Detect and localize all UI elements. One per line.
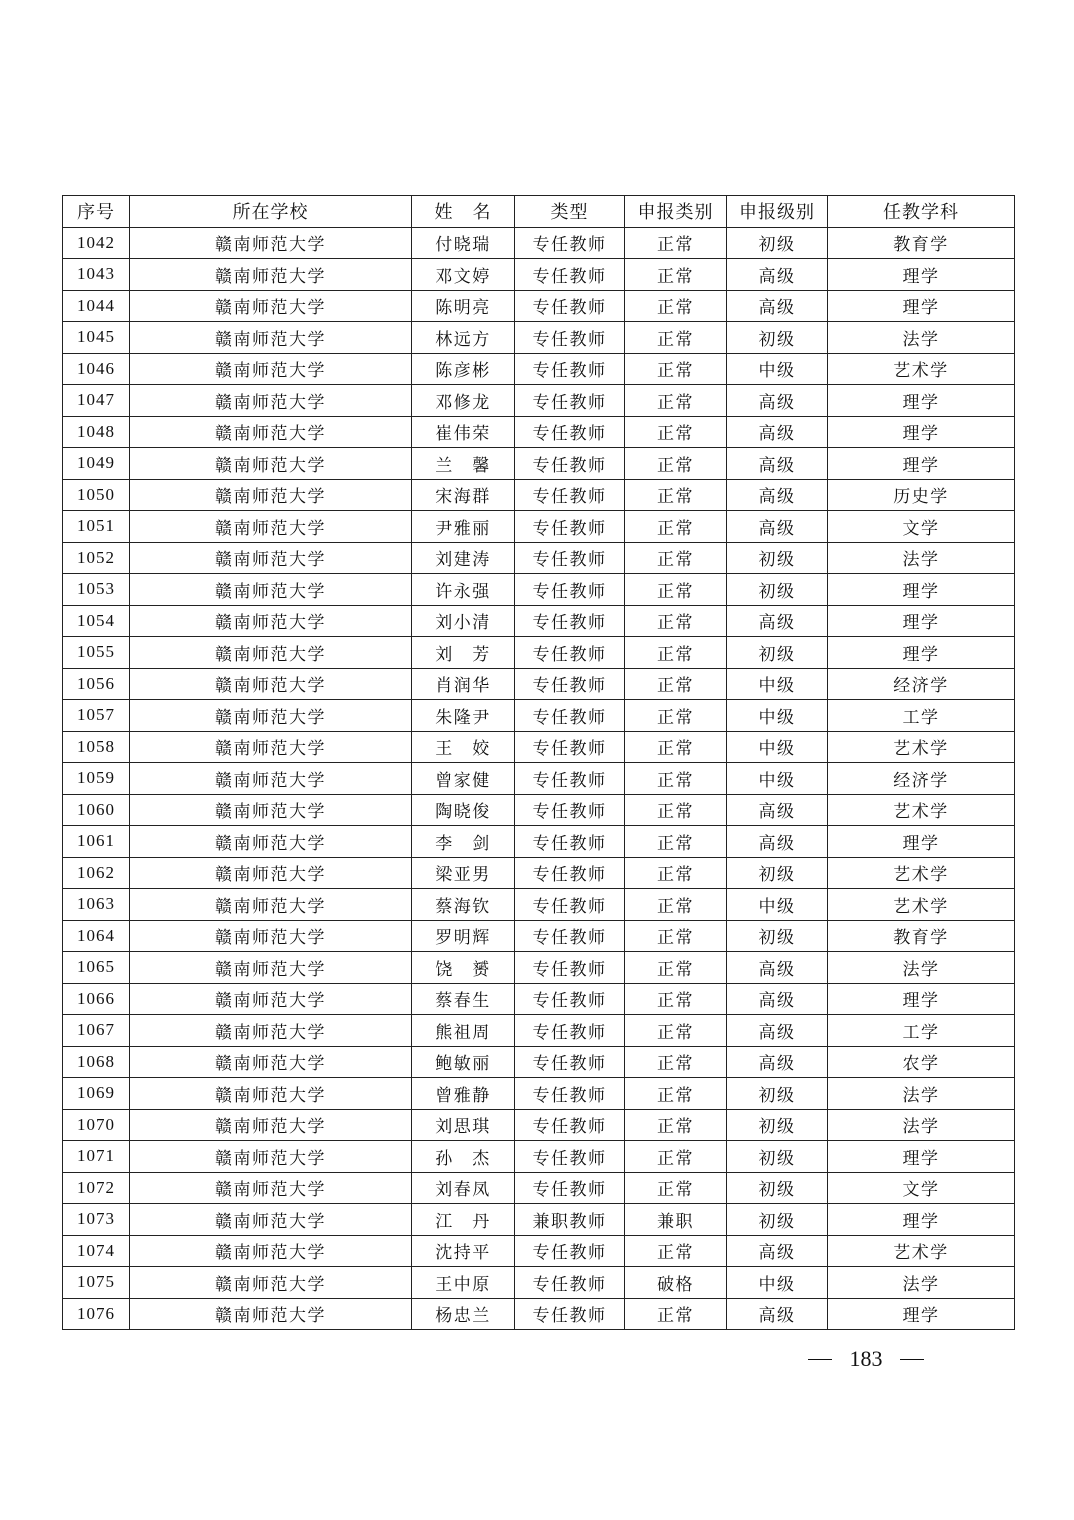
cell-application-category: 正常 bbox=[625, 574, 727, 606]
table-row bbox=[63, 763, 1015, 795]
cell-teaching-subject: 理学 bbox=[828, 1141, 1015, 1173]
cell-school: 赣南师范大学 bbox=[130, 794, 412, 826]
cell-name: 刘建涛 bbox=[412, 542, 515, 574]
cell-serial-number: 1045 bbox=[63, 322, 130, 354]
cell-school: 赣南师范大学 bbox=[130, 1298, 412, 1330]
table-row bbox=[63, 1015, 1015, 1047]
cell-application-category: 正常 bbox=[625, 353, 727, 385]
cell-school: 赣南师范大学 bbox=[130, 290, 412, 322]
cell-serial-number: 1065 bbox=[63, 952, 130, 984]
cell-teaching-subject: 法学 bbox=[828, 322, 1015, 354]
table-row bbox=[63, 479, 1015, 511]
cell-application-level: 高级 bbox=[727, 479, 828, 511]
cell-application-level: 高级 bbox=[727, 826, 828, 858]
cell-teaching-subject: 法学 bbox=[828, 1078, 1015, 1110]
table-row bbox=[63, 637, 1015, 669]
cell-type: 专任教师 bbox=[515, 700, 625, 732]
cell-application-level: 初级 bbox=[727, 1141, 828, 1173]
cell-teaching-subject: 法学 bbox=[828, 952, 1015, 984]
table-row bbox=[63, 542, 1015, 574]
cell-school: 赣南师范大学 bbox=[130, 1078, 412, 1110]
cell-application-category: 正常 bbox=[625, 511, 727, 543]
cell-name: 陈明亮 bbox=[412, 290, 515, 322]
cell-serial-number: 1054 bbox=[63, 605, 130, 637]
cell-application-level: 高级 bbox=[727, 1046, 828, 1078]
cell-serial-number: 1052 bbox=[63, 542, 130, 574]
table-row bbox=[63, 1267, 1015, 1299]
cell-name: 沈持平 bbox=[412, 1235, 515, 1267]
cell-school: 赣南师范大学 bbox=[130, 1109, 412, 1141]
cell-type: 专任教师 bbox=[515, 826, 625, 858]
cell-type: 专任教师 bbox=[515, 1267, 625, 1299]
page-number-footer bbox=[808, 1346, 924, 1372]
right-dash bbox=[900, 1359, 924, 1360]
cell-teaching-subject: 经济学 bbox=[828, 763, 1015, 795]
cell-serial-number: 1058 bbox=[63, 731, 130, 763]
cell-type: 专任教师 bbox=[515, 227, 625, 259]
cell-teaching-subject: 文学 bbox=[828, 511, 1015, 543]
cell-type: 专任教师 bbox=[515, 479, 625, 511]
cell-school: 赣南师范大学 bbox=[130, 322, 412, 354]
cell-teaching-subject: 理学 bbox=[828, 983, 1015, 1015]
cell-application-level: 初级 bbox=[727, 322, 828, 354]
cell-name: 刘春凤 bbox=[412, 1172, 515, 1204]
cell-application-level: 高级 bbox=[727, 290, 828, 322]
cell-teaching-subject: 艺术学 bbox=[828, 1235, 1015, 1267]
table-row bbox=[63, 889, 1015, 921]
cell-serial-number: 1046 bbox=[63, 353, 130, 385]
table-row bbox=[63, 731, 1015, 763]
cell-application-level: 高级 bbox=[727, 952, 828, 984]
cell-school: 赣南师范大学 bbox=[130, 574, 412, 606]
table-row bbox=[63, 668, 1015, 700]
cell-type: 专任教师 bbox=[515, 1078, 625, 1110]
cell-application-category: 正常 bbox=[625, 1172, 727, 1204]
header-serial-number: 序号 bbox=[63, 196, 130, 228]
cell-teaching-subject: 理学 bbox=[828, 385, 1015, 417]
page-number: 183 bbox=[849, 1346, 883, 1371]
table-row bbox=[63, 952, 1015, 984]
cell-type: 专任教师 bbox=[515, 731, 625, 763]
cell-school: 赣南师范大学 bbox=[130, 227, 412, 259]
cell-teaching-subject: 艺术学 bbox=[828, 857, 1015, 889]
cell-serial-number: 1074 bbox=[63, 1235, 130, 1267]
cell-school: 赣南师范大学 bbox=[130, 731, 412, 763]
cell-school: 赣南师范大学 bbox=[130, 857, 412, 889]
cell-serial-number: 1066 bbox=[63, 983, 130, 1015]
cell-name: 江 丹 bbox=[412, 1204, 515, 1236]
table-row bbox=[63, 857, 1015, 889]
cell-name: 饶 赟 bbox=[412, 952, 515, 984]
cell-application-category: 正常 bbox=[625, 1141, 727, 1173]
cell-name: 李 剑 bbox=[412, 826, 515, 858]
cell-application-category: 正常 bbox=[625, 542, 727, 574]
cell-serial-number: 1056 bbox=[63, 668, 130, 700]
cell-application-level: 初级 bbox=[727, 920, 828, 952]
cell-name: 许永强 bbox=[412, 574, 515, 606]
cell-application-category: 正常 bbox=[625, 227, 727, 259]
cell-school: 赣南师范大学 bbox=[130, 952, 412, 984]
cell-school: 赣南师范大学 bbox=[130, 637, 412, 669]
cell-application-level: 初级 bbox=[727, 1109, 828, 1141]
table-row bbox=[63, 1172, 1015, 1204]
cell-application-category: 正常 bbox=[625, 637, 727, 669]
cell-application-category: 正常 bbox=[625, 983, 727, 1015]
cell-teaching-subject: 教育学 bbox=[828, 920, 1015, 952]
cell-serial-number: 1069 bbox=[63, 1078, 130, 1110]
cell-application-level: 中级 bbox=[727, 889, 828, 921]
cell-type: 专任教师 bbox=[515, 605, 625, 637]
cell-application-level: 中级 bbox=[727, 731, 828, 763]
cell-application-category: 正常 bbox=[625, 731, 727, 763]
cell-application-level: 中级 bbox=[727, 1267, 828, 1299]
cell-type: 专任教师 bbox=[515, 668, 625, 700]
cell-application-level: 初级 bbox=[727, 227, 828, 259]
cell-name: 崔伟荣 bbox=[412, 416, 515, 448]
cell-type: 专任教师 bbox=[515, 794, 625, 826]
cell-school: 赣南师范大学 bbox=[130, 1172, 412, 1204]
table-row bbox=[63, 416, 1015, 448]
cell-application-level: 初级 bbox=[727, 1078, 828, 1110]
cell-application-category: 正常 bbox=[625, 1046, 727, 1078]
cell-teaching-subject: 理学 bbox=[828, 1204, 1015, 1236]
table-row bbox=[63, 826, 1015, 858]
header-school: 所在学校 bbox=[130, 196, 412, 228]
cell-name: 梁亚男 bbox=[412, 857, 515, 889]
table-row bbox=[63, 511, 1015, 543]
cell-application-category: 正常 bbox=[625, 1015, 727, 1047]
cell-name: 王中原 bbox=[412, 1267, 515, 1299]
applicant-table bbox=[62, 195, 1015, 1330]
cell-application-level: 中级 bbox=[727, 353, 828, 385]
cell-name: 付晓瑞 bbox=[412, 227, 515, 259]
cell-name: 鲍敏丽 bbox=[412, 1046, 515, 1078]
cell-type: 专任教师 bbox=[515, 889, 625, 921]
cell-school: 赣南师范大学 bbox=[130, 826, 412, 858]
cell-type: 专任教师 bbox=[515, 857, 625, 889]
cell-application-level: 初级 bbox=[727, 542, 828, 574]
cell-serial-number: 1057 bbox=[63, 700, 130, 732]
cell-school: 赣南师范大学 bbox=[130, 605, 412, 637]
table-row bbox=[63, 794, 1015, 826]
cell-serial-number: 1071 bbox=[63, 1141, 130, 1173]
cell-teaching-subject: 理学 bbox=[828, 637, 1015, 669]
cell-teaching-subject: 艺术学 bbox=[828, 794, 1015, 826]
cell-application-category: 正常 bbox=[625, 668, 727, 700]
cell-type: 专任教师 bbox=[515, 1046, 625, 1078]
cell-teaching-subject: 艺术学 bbox=[828, 731, 1015, 763]
cell-teaching-subject: 工学 bbox=[828, 1015, 1015, 1047]
table-row bbox=[63, 448, 1015, 480]
table-row bbox=[63, 1204, 1015, 1236]
table-row bbox=[63, 1235, 1015, 1267]
cell-teaching-subject: 教育学 bbox=[828, 227, 1015, 259]
cell-school: 赣南师范大学 bbox=[130, 479, 412, 511]
cell-application-category: 正常 bbox=[625, 794, 727, 826]
cell-application-category: 正常 bbox=[625, 605, 727, 637]
cell-school: 赣南师范大学 bbox=[130, 1267, 412, 1299]
cell-school: 赣南师范大学 bbox=[130, 542, 412, 574]
cell-serial-number: 1076 bbox=[63, 1298, 130, 1330]
cell-school: 赣南师范大学 bbox=[130, 920, 412, 952]
header-type: 类型 bbox=[515, 196, 625, 228]
cell-application-category: 兼职 bbox=[625, 1204, 727, 1236]
cell-serial-number: 1042 bbox=[63, 227, 130, 259]
cell-application-category: 正常 bbox=[625, 889, 727, 921]
cell-school: 赣南师范大学 bbox=[130, 889, 412, 921]
cell-teaching-subject: 理学 bbox=[828, 574, 1015, 606]
cell-teaching-subject: 理学 bbox=[828, 826, 1015, 858]
cell-teaching-subject: 理学 bbox=[828, 416, 1015, 448]
cell-teaching-subject: 理学 bbox=[828, 290, 1015, 322]
cell-name: 陈彦彬 bbox=[412, 353, 515, 385]
cell-serial-number: 1061 bbox=[63, 826, 130, 858]
cell-application-level: 初级 bbox=[727, 574, 828, 606]
cell-school: 赣南师范大学 bbox=[130, 1235, 412, 1267]
table-row bbox=[63, 227, 1015, 259]
cell-school: 赣南师范大学 bbox=[130, 353, 412, 385]
cell-serial-number: 1047 bbox=[63, 385, 130, 417]
cell-application-category: 正常 bbox=[625, 826, 727, 858]
cell-teaching-subject: 理学 bbox=[828, 1298, 1015, 1330]
table-row bbox=[63, 1109, 1015, 1141]
cell-type: 专任教师 bbox=[515, 983, 625, 1015]
table-header-row bbox=[63, 196, 1015, 228]
cell-teaching-subject: 艺术学 bbox=[828, 889, 1015, 921]
cell-type: 专任教师 bbox=[515, 1235, 625, 1267]
header-teaching-subject: 任教学科 bbox=[828, 196, 1015, 228]
cell-school: 赣南师范大学 bbox=[130, 1046, 412, 1078]
cell-serial-number: 1055 bbox=[63, 637, 130, 669]
cell-teaching-subject: 历史学 bbox=[828, 479, 1015, 511]
cell-type: 专任教师 bbox=[515, 1109, 625, 1141]
cell-school: 赣南师范大学 bbox=[130, 1204, 412, 1236]
table-body bbox=[63, 227, 1015, 1330]
cell-application-category: 正常 bbox=[625, 700, 727, 732]
cell-name: 宋海群 bbox=[412, 479, 515, 511]
cell-school: 赣南师范大学 bbox=[130, 448, 412, 480]
cell-type: 专任教师 bbox=[515, 353, 625, 385]
cell-type: 专任教师 bbox=[515, 416, 625, 448]
cell-name: 刘 芳 bbox=[412, 637, 515, 669]
cell-teaching-subject: 经济学 bbox=[828, 668, 1015, 700]
cell-application-level: 初级 bbox=[727, 1204, 828, 1236]
cell-name: 杨忠兰 bbox=[412, 1298, 515, 1330]
cell-school: 赣南师范大学 bbox=[130, 259, 412, 291]
cell-teaching-subject: 法学 bbox=[828, 542, 1015, 574]
cell-type: 专任教师 bbox=[515, 637, 625, 669]
cell-application-category: 正常 bbox=[625, 1078, 727, 1110]
cell-type: 兼职教师 bbox=[515, 1204, 625, 1236]
cell-serial-number: 1053 bbox=[63, 574, 130, 606]
cell-name: 蔡海钦 bbox=[412, 889, 515, 921]
cell-application-category: 正常 bbox=[625, 952, 727, 984]
cell-serial-number: 1067 bbox=[63, 1015, 130, 1047]
header-application-level: 申报级别 bbox=[727, 196, 828, 228]
cell-name: 刘小清 bbox=[412, 605, 515, 637]
cell-teaching-subject: 文学 bbox=[828, 1172, 1015, 1204]
cell-serial-number: 1043 bbox=[63, 259, 130, 291]
cell-teaching-subject: 法学 bbox=[828, 1109, 1015, 1141]
cell-type: 专任教师 bbox=[515, 448, 625, 480]
cell-name: 罗明辉 bbox=[412, 920, 515, 952]
cell-serial-number: 1049 bbox=[63, 448, 130, 480]
cell-teaching-subject: 艺术学 bbox=[828, 353, 1015, 385]
cell-school: 赣南师范大学 bbox=[130, 668, 412, 700]
cell-school: 赣南师范大学 bbox=[130, 1141, 412, 1173]
cell-name: 蔡春生 bbox=[412, 983, 515, 1015]
cell-application-category: 正常 bbox=[625, 479, 727, 511]
cell-application-level: 高级 bbox=[727, 385, 828, 417]
cell-application-level: 高级 bbox=[727, 259, 828, 291]
cell-type: 专任教师 bbox=[515, 763, 625, 795]
cell-teaching-subject: 理学 bbox=[828, 605, 1015, 637]
cell-school: 赣南师范大学 bbox=[130, 385, 412, 417]
cell-application-level: 初级 bbox=[727, 857, 828, 889]
table-row bbox=[63, 574, 1015, 606]
cell-type: 专任教师 bbox=[515, 1141, 625, 1173]
cell-serial-number: 1051 bbox=[63, 511, 130, 543]
cell-name: 孙 杰 bbox=[412, 1141, 515, 1173]
cell-application-level: 中级 bbox=[727, 668, 828, 700]
cell-teaching-subject: 工学 bbox=[828, 700, 1015, 732]
cell-name: 邓文婷 bbox=[412, 259, 515, 291]
cell-type: 专任教师 bbox=[515, 511, 625, 543]
cell-application-level: 初级 bbox=[727, 637, 828, 669]
table-row bbox=[63, 605, 1015, 637]
cell-teaching-subject: 理学 bbox=[828, 259, 1015, 291]
cell-application-level: 初级 bbox=[727, 1172, 828, 1204]
cell-name: 曾家健 bbox=[412, 763, 515, 795]
cell-application-category: 正常 bbox=[625, 448, 727, 480]
cell-type: 专任教师 bbox=[515, 542, 625, 574]
cell-serial-number: 1072 bbox=[63, 1172, 130, 1204]
cell-teaching-subject: 农学 bbox=[828, 1046, 1015, 1078]
cell-teaching-subject: 理学 bbox=[828, 448, 1015, 480]
cell-application-level: 高级 bbox=[727, 794, 828, 826]
cell-serial-number: 1044 bbox=[63, 290, 130, 322]
table-row bbox=[63, 322, 1015, 354]
cell-type: 专任教师 bbox=[515, 385, 625, 417]
cell-serial-number: 1064 bbox=[63, 920, 130, 952]
cell-application-level: 高级 bbox=[727, 983, 828, 1015]
cell-name: 兰 馨 bbox=[412, 448, 515, 480]
cell-serial-number: 1059 bbox=[63, 763, 130, 795]
cell-name: 邓修龙 bbox=[412, 385, 515, 417]
cell-application-level: 高级 bbox=[727, 605, 828, 637]
cell-type: 专任教师 bbox=[515, 1298, 625, 1330]
cell-type: 专任教师 bbox=[515, 574, 625, 606]
cell-application-level: 中级 bbox=[727, 763, 828, 795]
cell-school: 赣南师范大学 bbox=[130, 700, 412, 732]
cell-application-level: 中级 bbox=[727, 700, 828, 732]
cell-type: 专任教师 bbox=[515, 259, 625, 291]
table-row bbox=[63, 1078, 1015, 1110]
cell-serial-number: 1062 bbox=[63, 857, 130, 889]
cell-application-category: 正常 bbox=[625, 1298, 727, 1330]
cell-serial-number: 1050 bbox=[63, 479, 130, 511]
cell-name: 肖润华 bbox=[412, 668, 515, 700]
cell-type: 专任教师 bbox=[515, 290, 625, 322]
table-row bbox=[63, 1298, 1015, 1330]
cell-serial-number: 1070 bbox=[63, 1109, 130, 1141]
left-dash bbox=[808, 1359, 832, 1360]
cell-application-category: 正常 bbox=[625, 1235, 727, 1267]
cell-name: 朱隆尹 bbox=[412, 700, 515, 732]
cell-type: 专任教师 bbox=[515, 920, 625, 952]
cell-name: 林远方 bbox=[412, 322, 515, 354]
cell-serial-number: 1068 bbox=[63, 1046, 130, 1078]
cell-name: 刘思琪 bbox=[412, 1109, 515, 1141]
header-application-category: 申报类别 bbox=[625, 196, 727, 228]
cell-type: 专任教师 bbox=[515, 1015, 625, 1047]
header-name: 姓 名 bbox=[412, 196, 515, 228]
table-row bbox=[63, 983, 1015, 1015]
cell-name: 尹雅丽 bbox=[412, 511, 515, 543]
cell-application-level: 高级 bbox=[727, 1015, 828, 1047]
cell-name: 王 姣 bbox=[412, 731, 515, 763]
cell-school: 赣南师范大学 bbox=[130, 511, 412, 543]
cell-name: 曾雅静 bbox=[412, 1078, 515, 1110]
cell-name: 陶晓俊 bbox=[412, 794, 515, 826]
cell-type: 专任教师 bbox=[515, 1172, 625, 1204]
cell-type: 专任教师 bbox=[515, 952, 625, 984]
cell-type: 专任教师 bbox=[515, 322, 625, 354]
table-row bbox=[63, 259, 1015, 291]
cell-application-category: 正常 bbox=[625, 920, 727, 952]
cell-serial-number: 1060 bbox=[63, 794, 130, 826]
cell-application-level: 高级 bbox=[727, 1235, 828, 1267]
table-row bbox=[63, 353, 1015, 385]
cell-application-level: 高级 bbox=[727, 448, 828, 480]
cell-school: 赣南师范大学 bbox=[130, 1015, 412, 1047]
cell-application-category: 正常 bbox=[625, 857, 727, 889]
table-row bbox=[63, 1141, 1015, 1173]
cell-application-category: 正常 bbox=[625, 322, 727, 354]
table-row bbox=[63, 700, 1015, 732]
table-row bbox=[63, 920, 1015, 952]
cell-serial-number: 1048 bbox=[63, 416, 130, 448]
cell-application-level: 高级 bbox=[727, 416, 828, 448]
cell-school: 赣南师范大学 bbox=[130, 983, 412, 1015]
cell-serial-number: 1063 bbox=[63, 889, 130, 921]
table-row bbox=[63, 1046, 1015, 1078]
table-row bbox=[63, 385, 1015, 417]
cell-serial-number: 1073 bbox=[63, 1204, 130, 1236]
cell-application-category: 正常 bbox=[625, 1109, 727, 1141]
table-row bbox=[63, 290, 1015, 322]
cell-school: 赣南师范大学 bbox=[130, 416, 412, 448]
cell-application-level: 高级 bbox=[727, 511, 828, 543]
cell-application-category: 正常 bbox=[625, 259, 727, 291]
cell-application-category: 正常 bbox=[625, 385, 727, 417]
cell-school: 赣南师范大学 bbox=[130, 763, 412, 795]
cell-name: 熊祖周 bbox=[412, 1015, 515, 1047]
cell-application-category: 正常 bbox=[625, 763, 727, 795]
cell-application-category: 正常 bbox=[625, 290, 727, 322]
cell-teaching-subject: 法学 bbox=[828, 1267, 1015, 1299]
cell-application-category: 正常 bbox=[625, 416, 727, 448]
cell-application-category: 破格 bbox=[625, 1267, 727, 1299]
cell-application-level: 高级 bbox=[727, 1298, 828, 1330]
cell-serial-number: 1075 bbox=[63, 1267, 130, 1299]
